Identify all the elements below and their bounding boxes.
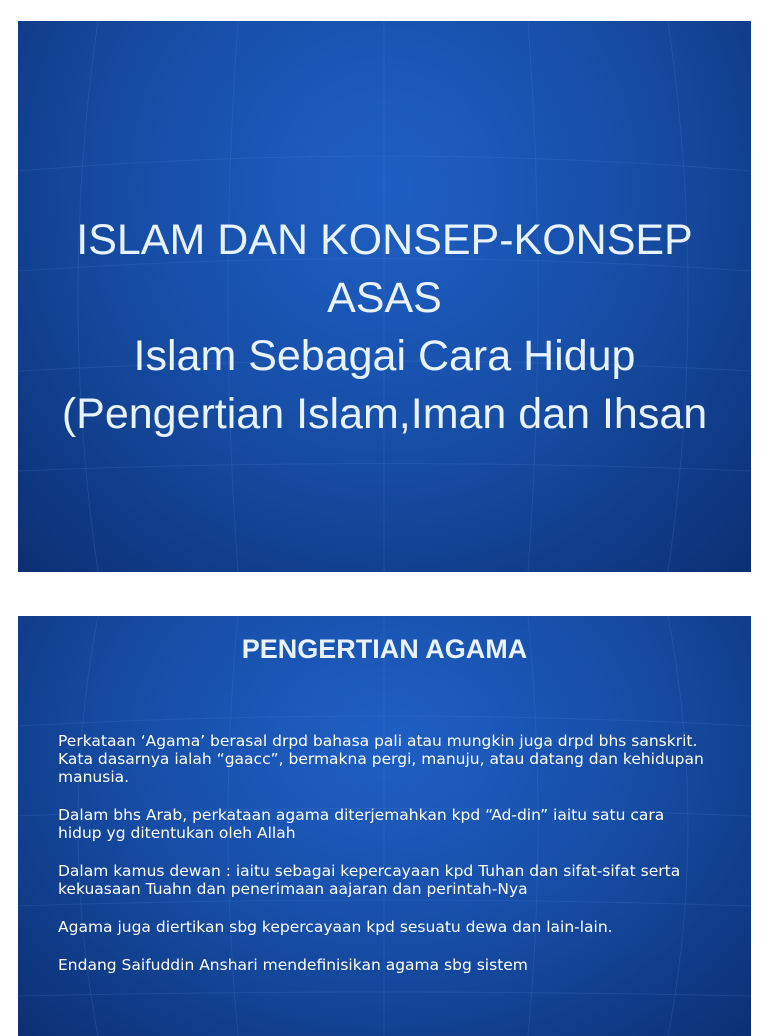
title-line-1: ISLAM DAN KONSEP-KONSEP (76, 216, 693, 264)
subtitle-line-1: Islam Sebagai Cara Hidup (133, 332, 636, 380)
content-slide (18, 616, 751, 1036)
paragraph: Dalam kamus dewan : iaitu sebagai kepercayaan kpd Tuhan dan sifat-sifat serta kekuasaan Tuahn dan penerimaan aajaran dan perintah-Nya (58, 862, 681, 898)
paragraph: Perkataan ‘Agama’ berasal drpd bahasa pali atau mungkin juga drpd bhs sanskrit. Kata dasarnya ialah “gaacc”, bermakna pergi, manuju, atau datang dan kehidupan manusia. (58, 732, 704, 786)
paragraph: Endang Saifuddin Anshari mendefinisikan agama sbg sistem (58, 956, 528, 974)
title-line-2: ASAS (327, 274, 442, 322)
slide-title (18, 211, 751, 443)
title-slide (18, 21, 751, 572)
slide-heading: PENGERTIAN AGAMA (241, 634, 528, 664)
paragraph: Agama juga diertikan sbg kepercayaan kpd sesuatu dewa dan lain-lain. (58, 918, 613, 936)
body-text (58, 732, 711, 994)
paragraph: Dalam bhs Arab, perkataan agama diterjemahkan kpd “Ad-din” iaitu satu cara hidup yg ditentukan oleh Allah (58, 806, 665, 842)
subtitle-line-2: (Pengertian Islam,Iman dan Ihsan (61, 390, 708, 438)
